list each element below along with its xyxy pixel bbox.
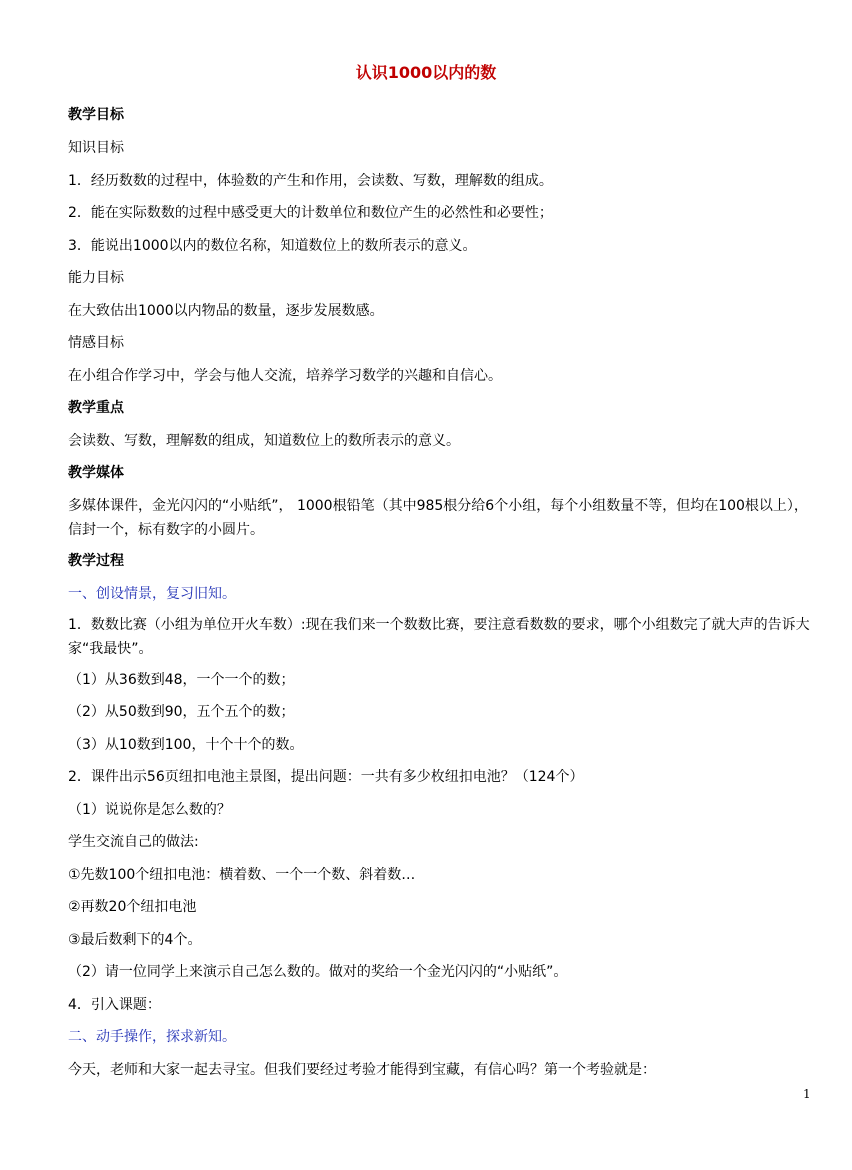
counting-contest-paragraph: [68, 613, 818, 661]
heading-teaching-focus: 教学重点: [68, 400, 124, 416]
page-number: 1: [803, 1087, 811, 1101]
teaching-media-content: 多媒体课件，金光闪闪的“小贴纸”， 1000根铅笔（其中985根分给6个小组，每个小组数量不等，但均在100根以上），信封一个，标有数字的小圆片。: [68, 498, 808, 538]
method-step-2: ②再数20个纽扣电池: [68, 899, 197, 915]
counting-task-3: （3）从10数到100，十个十个的数。: [68, 737, 304, 753]
section-2-heading: 二、动手操作，探求新知。: [68, 1029, 236, 1045]
knowledge-goal-1: 1．经历数数的过程中，体验数的产生和作用，会读数、写数，理解数的组成。: [68, 173, 553, 189]
heading-teaching-process: 教学过程: [68, 553, 124, 569]
ability-goal-text: 在大致估出1000以内物品的数量，逐步发展数感。: [68, 303, 384, 319]
sub-question-2: （2）请一位同学上来演示自己怎么数的。做对的奖给一个金光闪闪的“小贴纸”。: [68, 964, 568, 980]
subheading-knowledge-goals: 知识目标: [68, 140, 124, 156]
page-title: 认识1000以内的数: [355, 63, 497, 82]
knowledge-goal-2: 2．能在实际数数的过程中感受更大的计数单位和数位产生的必然性和必要性；: [68, 205, 553, 221]
method-step-1: ①先数100个纽扣电池：横着数、一个一个数、斜着数…: [68, 867, 416, 883]
subheading-ability-goals: 能力目标: [68, 270, 124, 286]
section-1-heading: 一、创设情景，复习旧知。: [68, 586, 236, 602]
counting-contest-text: 1．数数比赛（小组为单位开火车数）:现在我们来一个数数比赛，要注意看数数的要求，哪个小组数完了就大声的告诉大家“我最快”。: [68, 617, 810, 657]
student-exchange: 学生交流自己的做法:: [68, 834, 199, 850]
sub-question-1: （1）说说你是怎么数的？: [68, 802, 231, 818]
teaching-focus-text: 会读数、写数，理解数的组成，知道数位上的数所表示的意义。: [68, 433, 460, 449]
method-step-3: ③最后数剩下的4个。: [68, 932, 202, 948]
knowledge-goal-3: 3．能说出1000以内的数位名称，知道数位上的数所表示的意义。: [68, 238, 477, 254]
introduce-topic: 4．引入课题：: [68, 997, 161, 1013]
heading-teaching-media: 教学媒体: [68, 465, 124, 481]
counting-task-1: （1）从36数到48，一个一个的数；: [68, 672, 295, 688]
subheading-emotion-goals: 情感目标: [68, 335, 124, 351]
counting-task-2: （2）从50数到90，五个五个的数；: [68, 704, 295, 720]
heading-teaching-goals: 教学目标: [68, 107, 124, 123]
treasure-hunt-intro: 今天，老师和大家一起去寻宝。但我们要经过考验才能得到宝藏，有信心吗？第一个考验就是：: [68, 1062, 656, 1078]
emotion-goal-text: 在小组合作学习中，学会与他人交流，培养学习数学的兴趣和自信心。: [68, 368, 502, 384]
teaching-media-text: [68, 494, 818, 542]
button-battery-question: 2．课件出示56页纽扣电池主景图，提出问题：一共有多少枚纽扣电池？（124个）: [68, 769, 584, 785]
